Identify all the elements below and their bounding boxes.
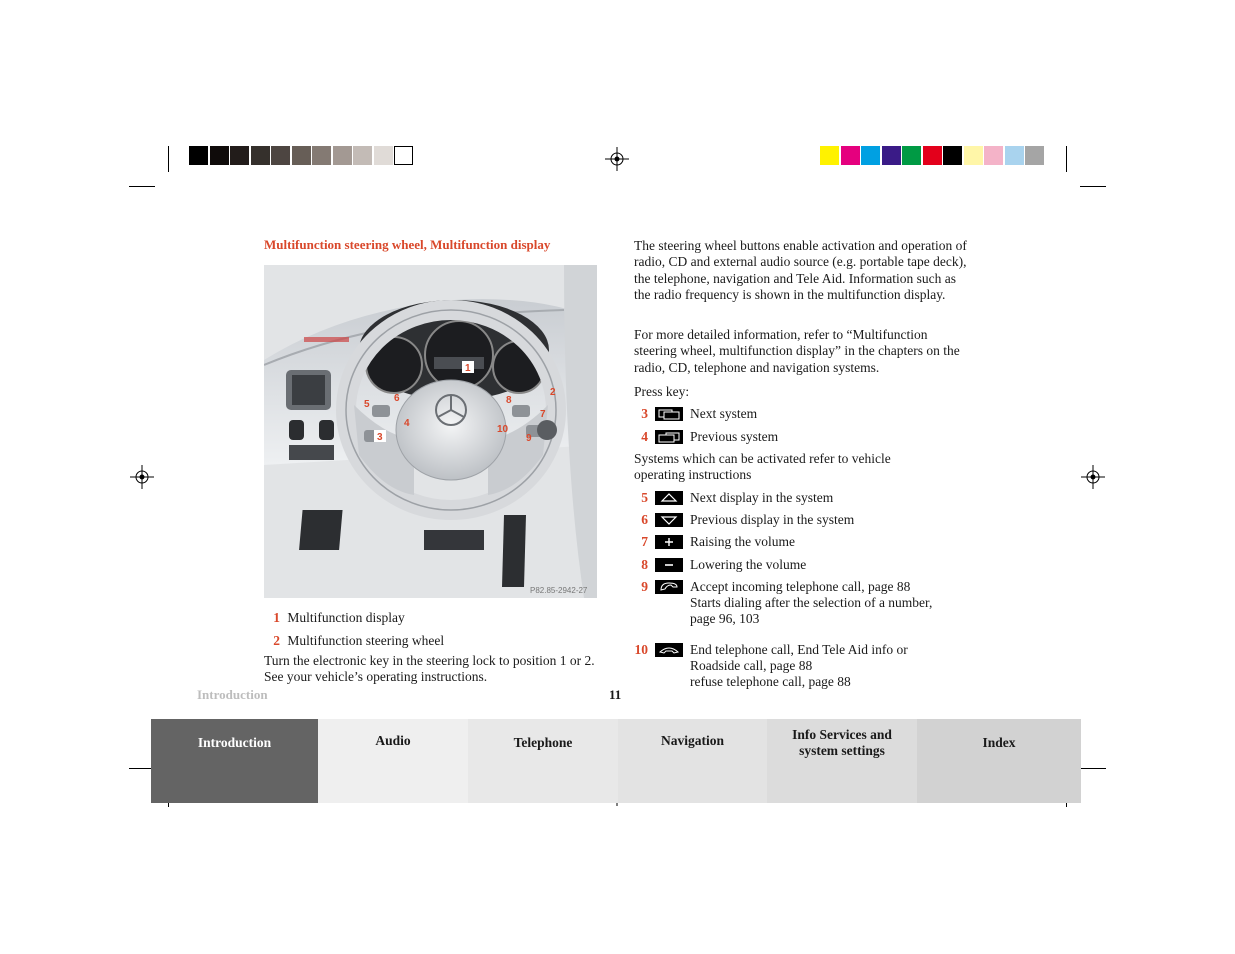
color-swatch [882,146,901,165]
color-swatch [984,146,1003,165]
callout-8: 8 [506,395,512,406]
callout-5: 5 [364,399,370,410]
next-system-icon [655,407,683,421]
callout-10: 10 [497,424,509,435]
callout-1: 1 [465,363,471,374]
color-swatch [251,146,270,165]
callout-6: 6 [394,393,400,404]
page-number: 11 [609,687,622,702]
tab-telephone[interactable]: Telephone [468,719,618,803]
color-swatch [189,146,208,165]
caption-1: 1 Multifunction display [273,610,405,625]
grayscale-color-bar [189,146,415,165]
phone-pickup-icon [655,580,683,594]
color-swatch [943,146,962,165]
plus-icon [655,535,683,549]
callout-2: 2 [550,387,556,398]
steering-wheel-illustration [264,265,597,598]
press-key-label: Press key: [634,384,690,399]
color-swatch [923,146,942,165]
minus-icon [655,558,683,572]
systems-note: Systems which can be activated refer to vehicle operating instructions [634,451,891,483]
phone-hangup-icon [655,643,683,657]
color-swatch [1005,146,1024,165]
registration-mark-icon [130,465,154,489]
chapter-tabs [151,719,1081,803]
callout-3: 3 [377,432,383,443]
color-swatch [353,146,372,165]
color-swatch [394,146,413,165]
footer-section-label: Introduction [197,687,268,702]
color-swatch [820,146,839,165]
callout-7: 7 [540,409,546,420]
color-swatch [841,146,860,165]
color-swatch [861,146,880,165]
color-swatch [292,146,311,165]
down-arrow-icon [655,513,683,527]
up-arrow-icon [655,491,683,505]
tab-introduction[interactable]: Introduction [151,719,318,803]
callout-4: 4 [404,418,410,429]
color-swatch [230,146,249,165]
color-swatch [374,146,393,165]
color-swatch [210,146,229,165]
tab-navigation[interactable]: Navigation [618,719,767,803]
steering-wheel-drawing [264,265,597,598]
crop-mark [1066,146,1067,172]
color-swatch [312,146,331,165]
color-swatch [333,146,352,165]
registration-mark-icon [1081,465,1105,489]
figure-code: P82.85-2942-27 [530,586,588,595]
tab-index[interactable]: Index [917,719,1081,803]
color-swatch [271,146,290,165]
intro-paragraph: The steering wheel buttons enable activation and operation of radio, CD and external audio source (e.g. portable tape deck), the telephone, navigation and Tele Aid. Information such as the radio frequency is shown in the multifunction display. [634,238,967,302]
color-swatch [1025,146,1044,165]
tab-info-services[interactable]: Info Services and system settings [767,719,917,803]
crop-mark [168,146,169,172]
crop-mark [129,186,155,187]
previous-system-icon [655,430,683,444]
callout-9: 9 [526,433,532,444]
steering-lock-note: Turn the electronic key in the steering lock to position 1 or 2. See your vehicle’s operating instructions. [264,653,595,684]
registration-mark-icon [605,147,629,171]
reference-paragraph: For more detailed information, refer to “Multifunction steering wheel, multifunction display” in the chapters on the radio, CD, telephone and navigation systems. [634,327,960,375]
crop-mark [1080,768,1106,769]
color-swatch [902,146,921,165]
color-swatch [964,146,983,165]
process-color-bar [820,146,1046,165]
page-title: Multifunction steering wheel, Multifunction display [264,237,551,252]
tab-audio[interactable]: Audio [318,719,468,803]
caption-2: 2 Multifunction steering wheel [273,633,445,648]
crop-mark [1080,186,1106,187]
